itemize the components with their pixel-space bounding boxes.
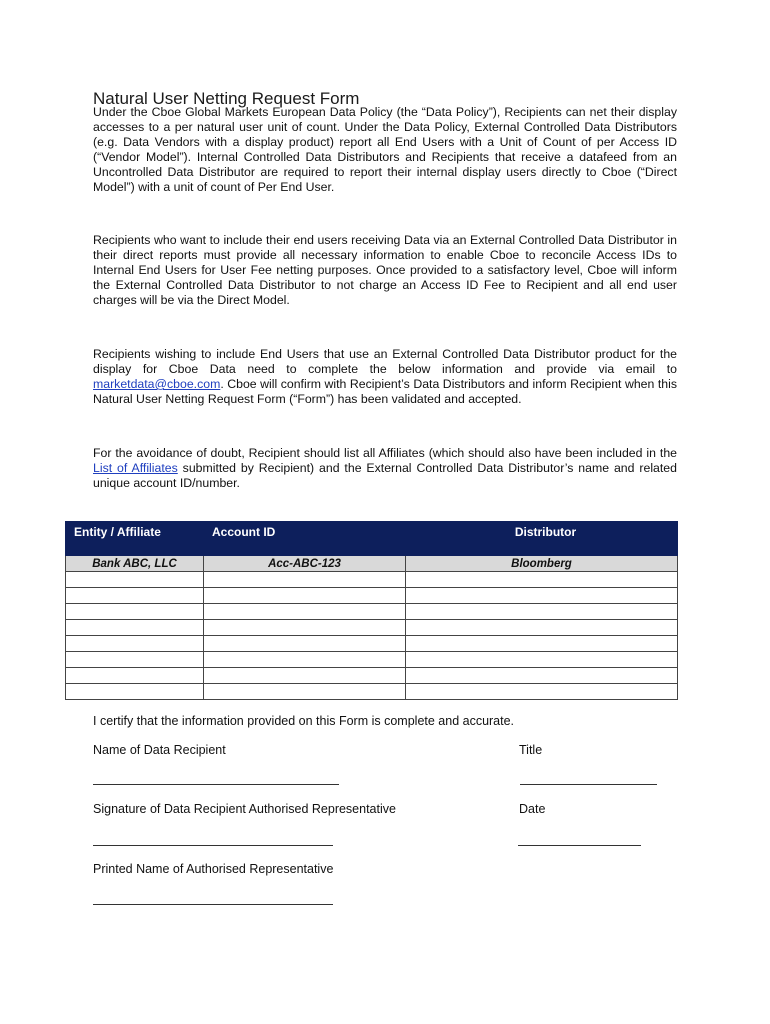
form-title: Natural User Netting Request Form: [93, 89, 360, 108]
account-id-cell[interactable]: [204, 572, 406, 588]
signature-field[interactable]: [93, 845, 333, 846]
name-of-recipient-label: Name of Data Recipient: [93, 743, 226, 757]
example-account-cell: Acc-ABC-123: [204, 556, 406, 572]
entity-cell[interactable]: [66, 636, 204, 652]
table-row: [66, 588, 678, 604]
header-entity-affiliate: Entity / Affiliate: [66, 522, 204, 556]
header-account-id: Account ID: [204, 522, 406, 556]
entity-cell[interactable]: [66, 684, 204, 700]
account-id-cell[interactable]: [204, 636, 406, 652]
distributor-cell[interactable]: [406, 604, 678, 620]
table-header-row: [66, 522, 678, 556]
affiliates-table: [65, 521, 678, 700]
date-label: Date: [519, 802, 546, 816]
table-row: [66, 652, 678, 668]
table-row: [66, 668, 678, 684]
list-of-affiliates-link[interactable]: List of Affiliates: [93, 461, 178, 475]
example-distributor-cell: Bloomberg: [406, 556, 678, 572]
table-row: [66, 636, 678, 652]
affiliates-paragraph: [93, 446, 677, 491]
distributor-cell[interactable]: [406, 620, 678, 636]
table-body: [66, 556, 678, 700]
account-id-cell[interactable]: [204, 604, 406, 620]
account-id-cell[interactable]: [204, 620, 406, 636]
title-label: Title: [519, 743, 543, 757]
entity-cell[interactable]: [66, 604, 204, 620]
email-paragraph: [93, 347, 677, 407]
account-id-cell[interactable]: [204, 668, 406, 684]
table-row: [66, 620, 678, 636]
distributor-cell[interactable]: [406, 636, 678, 652]
intro-paragraph: Under the Cboe Global Markets European Data Policy (the “Data Policy”), Recipients can net their display accesses to a per natural user unit of count. Under the Data Policy, External Controlled Data Distributors (e.g. Data Vendors with a display product) report all End Users with a Unit of Count of per Access ID (“Vendor Model”). Internal Controlled Data Distributors and Recipients that receive a datafeed from an Uncontrolled Data Distributor are required to report their internal display users directly to Cboe (“Direct Model”) with a unit of count of Per End User.: [93, 105, 677, 194]
entity-cell[interactable]: [66, 588, 204, 604]
printed-name-label: Printed Name of Authorised Representative: [93, 862, 334, 876]
date-field[interactable]: [518, 845, 641, 846]
email-link[interactable]: marketdata@cboe.com: [93, 377, 221, 391]
entity-cell[interactable]: [66, 620, 204, 636]
account-id-cell[interactable]: [204, 684, 406, 700]
distributor-cell[interactable]: [406, 668, 678, 684]
header-distributor: Distributor: [406, 522, 678, 556]
table-row: [66, 572, 678, 588]
distributor-cell[interactable]: [406, 588, 678, 604]
signature-label: Signature of Data Recipient Authorised Representative: [93, 802, 396, 816]
distributor-cell[interactable]: [406, 652, 678, 668]
example-entity-cell: Bank ABC, LLC: [66, 556, 204, 572]
table-row: [66, 684, 678, 700]
name-of-recipient-field[interactable]: [93, 784, 339, 785]
account-id-cell[interactable]: [204, 588, 406, 604]
affiliates-paragraph-text-end: submitted by Recipient) and the External Controlled Data Distributor’s name and related unique account ID/number.: [93, 461, 677, 490]
example-row: [66, 556, 678, 572]
entity-cell[interactable]: [66, 668, 204, 684]
distributor-cell[interactable]: [406, 684, 678, 700]
certification-statement: I certify that the information provided on this Form is complete and accurate.: [93, 714, 515, 728]
affiliates-paragraph-text: For the avoidance of doubt, Recipient should list all Affiliates (which should also have been included in the: [93, 446, 677, 460]
email-paragraph-text: Recipients wishing to include End Users that use an External Controlled Data Distributor product for the display for Cboe Data need to complete the below information and provide via email to: [93, 347, 677, 376]
netting-paragraph: Recipients who want to include their end users receiving Data via an External Controlled Data Distributor in their direct reports must provide all necessary information to enable Cboe to reconcile Access IDs to Internal End Users for User Fee netting purposes. Once provided to a satisfactory level, Cboe will inform the External Controlled Data Distributor to not charge an Access ID Fee to Recipient and all end user charges will be via the Direct Model.: [93, 233, 677, 307]
entity-cell[interactable]: [66, 652, 204, 668]
table-row: [66, 604, 678, 620]
entity-cell[interactable]: [66, 572, 204, 588]
email-paragraph-text-end: . Cboe will confirm with Recipient’s Data Distributors and inform Recipient when this Natural User Netting Request Form (“Form”) has been validated and accepted.: [93, 377, 677, 406]
printed-name-field[interactable]: [93, 904, 333, 905]
distributor-cell[interactable]: [406, 572, 678, 588]
account-id-cell[interactable]: [204, 652, 406, 668]
title-field[interactable]: [520, 784, 657, 785]
